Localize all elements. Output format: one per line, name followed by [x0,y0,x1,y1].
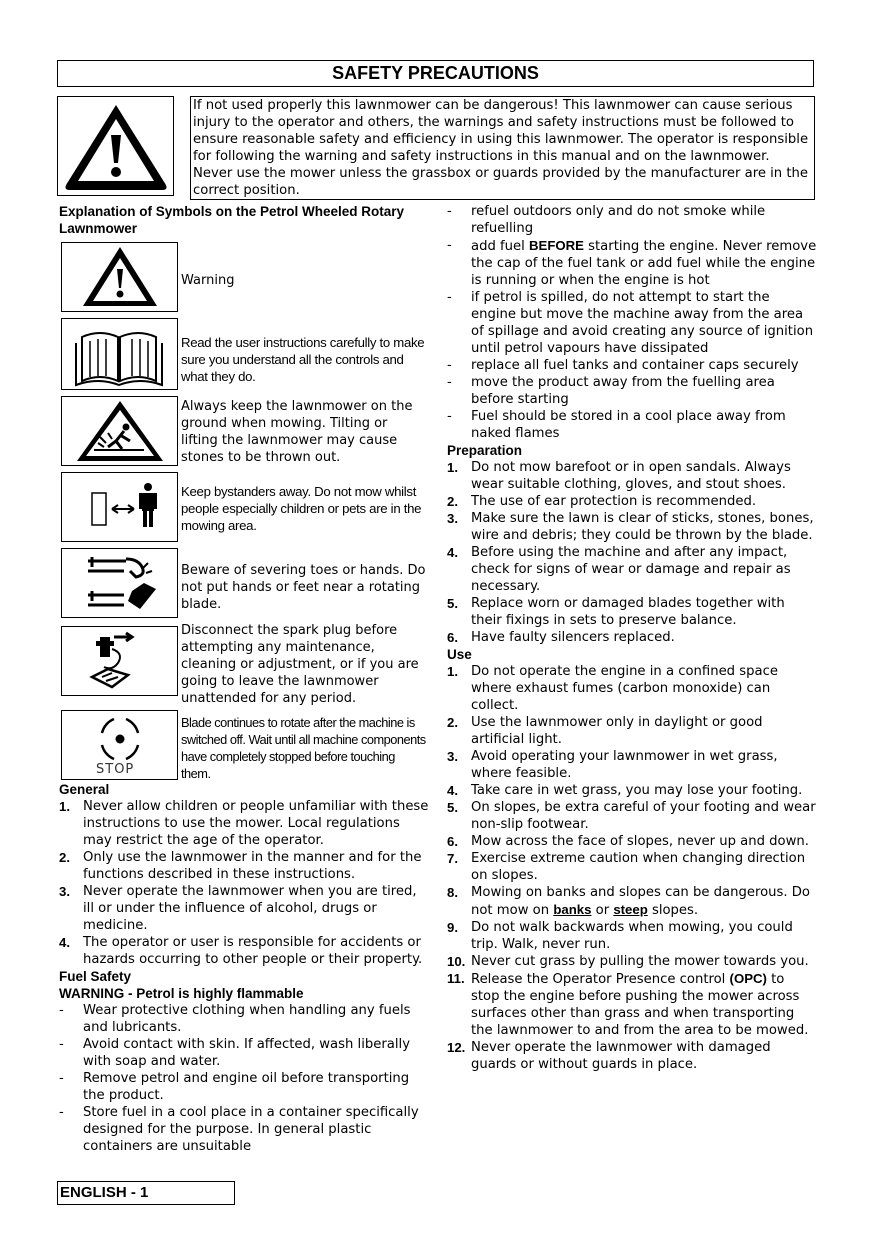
symbol-blade-stop [61,710,178,780]
general-item: 3. Never operate the lawnmower when you are tired, ill or under the influence of alcohol, drugs or medicine. [59,884,417,933]
fuel-item: - Avoid contact with skin. If affected, wash liberally with soap and water. [59,1037,411,1069]
symbol-manual-text: Read the user instructions carefully to make sure you understand all the controls and what they do. [181,335,425,384]
use-item: 8. Mowing on banks and slopes can be dangerous. Do not mow on banks or steep slopes. [447,885,810,918]
fuel-item: - refuel outdoors only and do not smoke while refuelling [447,204,766,236]
use-item: 2. Use the lawnmower only in daylight or good artificial light. [447,715,763,747]
preparation-item: 2. The use of ear protection is recommended. [447,494,757,509]
fuel-item: - add fuel BEFORE starting the engine. Never remove the cap of the fuel tank or add fuel while the engine is running or when the engine is hot [447,238,817,288]
symbol-manual [61,318,178,390]
page-title: SAFETY PRECAUTIONS [57,60,814,87]
general-item: 4. The operator or user is responsible for accidents or hazards occurring to other people or their property. [59,935,423,967]
use-item: 6. Mow across the face of slopes, never up and down. [447,834,809,849]
fuel-item: - Wear protective clothing when handling any fuels and lubricants. [59,1003,411,1035]
general-item: 2. Only use the lawnmower in the manner and for the functions described in these instructions. [59,850,422,882]
thrown-objects-icon [62,397,177,465]
blade-hazard-icon [62,549,177,617]
fuel-heading: Fuel Safety [59,969,132,984]
warning-icon [58,97,173,195]
use-item: 9. Do not walk backwards when mowing, you could trip. Walk, never run. [447,920,793,952]
warning-box [57,96,174,196]
fuel-warning: WARNING - Petrol is highly flammable [59,986,304,1001]
fuel-item: - if petrol is spilled, do not attempt to start the engine but move the machine away from the area of spillage and avoid creating any source of ignition until petrol vapours have dissipated [447,290,814,356]
fuel-item: - replace all fuel tanks and container caps securely [447,358,799,373]
left-column-text [59,781,429,1155]
preparation-item: 5. Replace worn or damaged blades together with their fixings in sets to preserve balance. [447,596,785,628]
warning-icon [62,243,177,311]
preparation-heading: Preparation [447,443,523,458]
symbol-thrown-objects-text: Always keep the lawnmower on the ground when mowing. Tilting or lifting the lawnmower may cause stones to be thrown out. [181,399,413,465]
manual-book-icon [62,319,177,389]
preparation-item: 1. Do not mow barefoot or in open sandals. Always wear suitable clothing, gloves, and stout shoes. [447,460,791,492]
symbol-bystanders-text: Keep bystanders away. Do not mow whilst people especially children or pets are in the mowing area. [181,484,422,533]
preparation-item: 4. Before using the machine and after any impact, check for signs of wear or damage and repair as necessary. [447,545,791,594]
symbol-warning [61,242,178,312]
symbol-spark-plug-text: Disconnect the spark plug before attempting any maintenance, cleaning or adjustment, or if you are going to leave the lawnmower unattended for any period. [181,623,419,706]
intro-paragraph: If not used properly this lawnmower can be dangerous! This lawnmower can cause serious injury to the operator and others, the warnings and safety instructions must be followed to ensure reasonable safety and efficiency in using this lawnmower. The operator is responsible for following the warning and safety instructions in this manual and on the lawnmower. Never use the mower unless the grassbox or guards provided by the manufacturer are in the correct position. [190,96,815,200]
use-item: 10. Never cut grass by pulling the mower towards you. [447,954,809,969]
fuel-item: - Remove petrol and engine oil before transporting the product. [59,1071,410,1103]
use-item: 1. Do not operate the engine in a confined space where exhaust fumes (carbon monoxide) can collect. [447,664,778,713]
symbol-thrown-objects [61,396,178,466]
general-heading: General [59,782,110,797]
use-item: 4. Take care in wet grass, you may lose your footing. [447,783,803,798]
use-item: 5. On slopes, be extra careful of your footing and wear non-slip footwear. [447,800,816,832]
use-item: 11. Release the Operator Presence control (OPC) to stop the engine before pushing the mower across surfaces other than grass and when transporting the lawnmower to and from the area to be mowed. [447,971,809,1038]
symbol-spark-plug [61,626,178,696]
symbols-heading: Explanation of Symbols on the Petrol Wheeled Rotary Lawnmower [59,204,405,236]
preparation-item: 3. Make sure the lawn is clear of sticks, stones, bones, wire and debris; they could be thrown by the blade. [447,511,814,543]
bystanders-icon [62,473,177,541]
fuel-item: - Store fuel in a cool place in a container specifically designed for the purpose. In general plastic containers are unsuitable [59,1105,419,1154]
general-item: 1. Never allow children or people unfamiliar with these instructions to use the mower. Local regulations may restrict the age of the operator. [59,799,429,848]
symbol-blade-hazard [61,548,178,618]
preparation-item: 6. Have faulty silencers replaced. [447,630,675,645]
use-item: 12. Never operate the lawnmower with damaged guards or without guards in place. [447,1040,771,1072]
fuel-item: - Fuel should be stored in a cool place away from naked flames [447,409,786,441]
use-item: 7. Exercise extreme caution when changing direction on slopes. [447,851,806,883]
symbol-blade-hazard-text: Beware of severing toes or hands. Do not put hands or feet near a rotating blade. [181,563,426,612]
use-item: 3. Avoid operating your lawnmower in wet grass, where feasible. [447,749,778,781]
symbol-warning-text: Warning [181,273,235,288]
fuel-item: - move the product away from the fuelling area before starting [447,375,775,407]
page-footer: ENGLISH - 1 [57,1181,235,1205]
symbol-blade-stop-text: Blade continues to rotate after the machine is switched off. Wait until all machine components have completely stopped before touching them. [181,715,426,781]
right-column-text [447,203,817,1073]
spark-plug-icon [62,627,177,695]
symbol-bystanders [61,472,178,542]
use-heading: Use [447,647,472,662]
stop-label: STOP [96,762,135,777]
